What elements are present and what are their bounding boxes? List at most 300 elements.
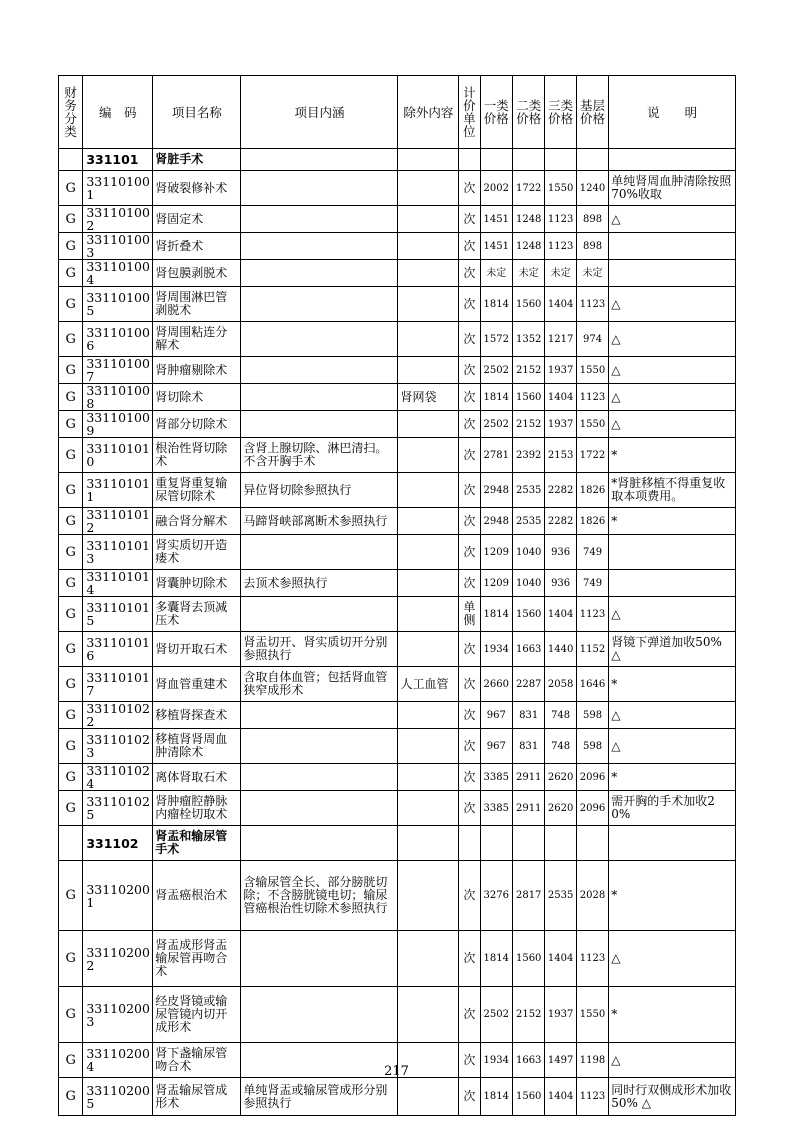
cell-unit: 次 xyxy=(459,1043,480,1078)
header-price-2: 二类价格 xyxy=(512,76,544,149)
cell-category: G xyxy=(59,987,83,1043)
cell-code: 331101014 xyxy=(83,570,153,597)
table-row xyxy=(59,535,736,570)
cell-price-1: 1572 xyxy=(480,322,512,357)
cell-item-name: 肾实质切开造瘘术 xyxy=(153,535,241,570)
table-row xyxy=(59,570,736,597)
cell-unit: 单侧 xyxy=(459,597,480,632)
table-row xyxy=(59,260,736,287)
cell-code: 331102002 xyxy=(83,931,153,987)
cell-exclusions xyxy=(398,1078,459,1116)
cell-notes: △ xyxy=(609,322,736,357)
cell-notes xyxy=(609,233,736,260)
cell-price-1: 1451 xyxy=(480,233,512,260)
cell-notes: * xyxy=(609,987,736,1043)
cell-price-4: 2096 xyxy=(576,764,608,791)
cell-price-2: 1663 xyxy=(512,632,544,667)
table-row xyxy=(59,1078,736,1116)
cell-price-2: 2535 xyxy=(512,508,544,535)
table-row xyxy=(59,931,736,987)
cell-code: 331101 xyxy=(83,149,153,171)
cell-price-2: 831 xyxy=(512,702,544,729)
cell-item-content xyxy=(241,987,398,1043)
cell-price-3: 1404 xyxy=(545,931,576,987)
cell-price-3: 2153 xyxy=(545,438,576,473)
cell-code: 331101025 xyxy=(83,791,153,826)
cell-category: G xyxy=(59,535,83,570)
cell-item-name: 肾盂输尿管成形术 xyxy=(153,1078,241,1116)
cell-notes: 肾镜下弹道加收50% △ xyxy=(609,632,736,667)
cell-price-1: 1934 xyxy=(480,1043,512,1078)
cell-notes: *肾脏移植不得重复收取本项费用。 xyxy=(609,473,736,508)
cell-price-2: 未定 xyxy=(512,260,544,287)
cell-price-2: 2535 xyxy=(512,473,544,508)
cell-notes: * xyxy=(609,438,736,473)
cell-price-1: 1814 xyxy=(480,384,512,411)
cell-unit: 次 xyxy=(459,473,480,508)
cell-code: 331101024 xyxy=(83,764,153,791)
cell-item-name: 移植肾肾周血肿清除术 xyxy=(153,729,241,764)
cell-price-4: 598 xyxy=(576,729,608,764)
cell-notes: 需开胸的手术加收20% xyxy=(609,791,736,826)
table-row xyxy=(59,287,736,322)
cell-price-3: 1937 xyxy=(545,357,576,384)
cell-code: 331102005 xyxy=(83,1078,153,1116)
cell-price-4: 1550 xyxy=(576,987,608,1043)
cell-exclusions xyxy=(398,411,459,438)
cell-price-2: 2287 xyxy=(512,667,544,702)
cell-price-1: 未定 xyxy=(480,260,512,287)
price-table xyxy=(58,75,736,1116)
cell-price-1: 2948 xyxy=(480,508,512,535)
table-row xyxy=(59,206,736,233)
cell-item-name: 肾折叠术 xyxy=(153,233,241,260)
cell-item-content: 去顶术参照执行 xyxy=(241,570,398,597)
cell-item-content xyxy=(241,729,398,764)
cell-unit: 次 xyxy=(459,260,480,287)
cell-price-3: 2620 xyxy=(545,764,576,791)
cell-empty xyxy=(609,826,736,861)
cell-price-4: 749 xyxy=(576,535,608,570)
cell-exclusions xyxy=(398,171,459,206)
cell-price-3: 1404 xyxy=(545,384,576,411)
cell-exclusions: 肾网袋 xyxy=(398,384,459,411)
cell-price-2: 2911 xyxy=(512,791,544,826)
cell-item-content: 马蹄肾峡部离断术参照执行 xyxy=(241,508,398,535)
cell-price-4: 2096 xyxy=(576,791,608,826)
cell-notes: △ xyxy=(609,384,736,411)
cell-price-2: 2152 xyxy=(512,987,544,1043)
cell-unit: 次 xyxy=(459,171,480,206)
cell-price-3: 748 xyxy=(545,702,576,729)
cell-item-name: 肾固定术 xyxy=(153,206,241,233)
cell-price-1: 1814 xyxy=(480,931,512,987)
cell-price-1: 2502 xyxy=(480,411,512,438)
cell-price-2: 2911 xyxy=(512,764,544,791)
cell-item-name: 融合肾分解术 xyxy=(153,508,241,535)
cell-empty xyxy=(545,826,576,861)
cell-exclusions xyxy=(398,632,459,667)
cell-item-name: 肾囊肿切除术 xyxy=(153,570,241,597)
cell-unit: 次 xyxy=(459,233,480,260)
cell-price-3: 748 xyxy=(545,729,576,764)
cell-item-content xyxy=(241,322,398,357)
cell-item-name: 肾包膜剥脱术 xyxy=(153,260,241,287)
cell-category: G xyxy=(59,508,83,535)
cell-category: G xyxy=(59,931,83,987)
cell-price-1: 967 xyxy=(480,702,512,729)
cell-category: G xyxy=(59,233,83,260)
cell-price-2: 1040 xyxy=(512,570,544,597)
cell-price-1: 3385 xyxy=(480,764,512,791)
cell-notes: 单纯肾周血肿清除按照70%收取 xyxy=(609,171,736,206)
cell-price-4: 未定 xyxy=(576,260,608,287)
cell-unit: 次 xyxy=(459,729,480,764)
cell-item-content xyxy=(241,287,398,322)
cell-price-2: 1248 xyxy=(512,206,544,233)
cell-item-content xyxy=(241,535,398,570)
cell-exclusions xyxy=(398,535,459,570)
cell-price-4: 1826 xyxy=(576,473,608,508)
cell-code: 331102001 xyxy=(83,861,153,931)
table-row xyxy=(59,987,736,1043)
cell-item-name: 肾肿瘤腔静脉内瘤栓切取术 xyxy=(153,791,241,826)
cell-empty xyxy=(241,826,398,861)
cell-price-4: 1123 xyxy=(576,1078,608,1116)
cell-unit: 次 xyxy=(459,570,480,597)
cell-item-name: 经皮肾镜或输尿管镜内切开成形术 xyxy=(153,987,241,1043)
cell-unit: 次 xyxy=(459,411,480,438)
cell-category: G xyxy=(59,357,83,384)
cell-empty xyxy=(512,149,544,171)
cell-code: 331101008 xyxy=(83,384,153,411)
section-row xyxy=(59,826,736,861)
cell-code: 331102003 xyxy=(83,987,153,1043)
cell-category: G xyxy=(59,597,83,632)
cell-notes: * xyxy=(609,861,736,931)
cell-item-name: 肾肿瘤剔除术 xyxy=(153,357,241,384)
cell-category: G xyxy=(59,411,83,438)
cell-price-1: 3276 xyxy=(480,861,512,931)
cell-item-name: 肾下盏输尿管吻合术 xyxy=(153,1043,241,1078)
cell-price-1: 1814 xyxy=(480,1078,512,1116)
cell-item-content xyxy=(241,384,398,411)
header-code: 编 码 xyxy=(83,76,153,149)
cell-item-content: 异位肾切除参照执行 xyxy=(241,473,398,508)
cell-item-content: 含肾上腺切除、淋巴清扫。不含开胸手术 xyxy=(241,438,398,473)
table-row xyxy=(59,322,736,357)
cell-price-4: 1123 xyxy=(576,384,608,411)
cell-item-content xyxy=(241,171,398,206)
cell-item-name: 肾周围淋巴管剥脱术 xyxy=(153,287,241,322)
cell-empty xyxy=(459,826,480,861)
header-exclusions: 除外内容 xyxy=(398,76,459,149)
table-body xyxy=(59,149,736,1116)
cell-price-2: 1560 xyxy=(512,384,544,411)
cell-exclusions xyxy=(398,357,459,384)
cell-exclusions xyxy=(398,931,459,987)
cell-unit: 次 xyxy=(459,535,480,570)
cell-item-content: 肾盂切开、肾实质切开分别参照执行 xyxy=(241,632,398,667)
table-row xyxy=(59,473,736,508)
cell-exclusions xyxy=(398,702,459,729)
cell-notes: △ xyxy=(609,1043,736,1078)
cell-price-1: 1814 xyxy=(480,287,512,322)
table-row xyxy=(59,791,736,826)
cell-category: G xyxy=(59,1043,83,1078)
cell-code: 331101005 xyxy=(83,287,153,322)
table-row xyxy=(59,764,736,791)
cell-unit: 次 xyxy=(459,322,480,357)
cell-category xyxy=(59,826,83,861)
cell-price-4: 1152 xyxy=(576,632,608,667)
page-number: 217 xyxy=(384,1064,409,1079)
cell-category: G xyxy=(59,260,83,287)
cell-price-1: 2502 xyxy=(480,357,512,384)
table-row xyxy=(59,438,736,473)
cell-price-3: 1497 xyxy=(545,1043,576,1078)
cell-item-name: 多囊肾去顶减压术 xyxy=(153,597,241,632)
header-notes: 说 明 xyxy=(609,76,736,149)
cell-unit: 次 xyxy=(459,931,480,987)
cell-notes: * xyxy=(609,508,736,535)
cell-item-name: 肾脏手术 xyxy=(153,149,241,171)
cell-exclusions: 人工血管 xyxy=(398,667,459,702)
cell-item-name: 肾破裂修补术 xyxy=(153,171,241,206)
table-row xyxy=(59,233,736,260)
cell-price-3: 1440 xyxy=(545,632,576,667)
cell-unit: 次 xyxy=(459,861,480,931)
cell-empty xyxy=(609,149,736,171)
cell-price-2: 2152 xyxy=(512,357,544,384)
cell-exclusions xyxy=(398,764,459,791)
cell-notes xyxy=(609,260,736,287)
cell-price-3: 1404 xyxy=(545,287,576,322)
cell-empty xyxy=(512,826,544,861)
cell-price-4: 1240 xyxy=(576,171,608,206)
table-row xyxy=(59,632,736,667)
cell-price-2: 1040 xyxy=(512,535,544,570)
cell-item-name: 肾切开取石术 xyxy=(153,632,241,667)
cell-code: 331101006 xyxy=(83,322,153,357)
cell-category: G xyxy=(59,384,83,411)
cell-price-3: 1550 xyxy=(545,171,576,206)
cell-price-4: 1123 xyxy=(576,597,608,632)
cell-code: 331101022 xyxy=(83,702,153,729)
cell-code: 331101010 xyxy=(83,438,153,473)
cell-notes: △ xyxy=(609,411,736,438)
cell-category: G xyxy=(59,570,83,597)
cell-price-4: 749 xyxy=(576,570,608,597)
table-row xyxy=(59,508,736,535)
header-price-1: 一类价格 xyxy=(480,76,512,149)
cell-code: 331101009 xyxy=(83,411,153,438)
cell-exclusions xyxy=(398,473,459,508)
cell-notes: * xyxy=(609,764,736,791)
cell-item-content xyxy=(241,260,398,287)
cell-category: G xyxy=(59,729,83,764)
cell-code: 331101023 xyxy=(83,729,153,764)
cell-price-1: 1451 xyxy=(480,206,512,233)
cell-item-content xyxy=(241,764,398,791)
cell-unit: 次 xyxy=(459,357,480,384)
cell-unit: 次 xyxy=(459,287,480,322)
cell-notes: △ xyxy=(609,357,736,384)
header-price-4: 基层价格 xyxy=(576,76,608,149)
cell-price-2: 1248 xyxy=(512,233,544,260)
section-row xyxy=(59,149,736,171)
cell-item-name: 肾切除术 xyxy=(153,384,241,411)
cell-notes xyxy=(609,570,736,597)
cell-unit: 次 xyxy=(459,987,480,1043)
cell-price-4: 1198 xyxy=(576,1043,608,1078)
header-unit: 计价单位 xyxy=(459,76,480,149)
cell-item-name: 根治性肾切除术 xyxy=(153,438,241,473)
cell-unit: 次 xyxy=(459,438,480,473)
cell-price-3: 1123 xyxy=(545,233,576,260)
cell-category: G xyxy=(59,764,83,791)
cell-price-1: 1209 xyxy=(480,535,512,570)
cell-price-4: 598 xyxy=(576,702,608,729)
table-row xyxy=(59,597,736,632)
cell-category: G xyxy=(59,206,83,233)
cell-price-1: 2502 xyxy=(480,987,512,1043)
cell-item-name: 离体肾取石术 xyxy=(153,764,241,791)
cell-price-1: 1209 xyxy=(480,570,512,597)
cell-empty xyxy=(545,149,576,171)
cell-price-3: 936 xyxy=(545,535,576,570)
cell-price-3: 2620 xyxy=(545,791,576,826)
cell-price-4: 1123 xyxy=(576,287,608,322)
cell-price-2: 2392 xyxy=(512,438,544,473)
cell-code: 331101002 xyxy=(83,206,153,233)
cell-item-content xyxy=(241,411,398,438)
cell-exclusions xyxy=(398,233,459,260)
cell-category: G xyxy=(59,322,83,357)
table-row xyxy=(59,729,736,764)
cell-price-3: 2282 xyxy=(545,508,576,535)
table-row xyxy=(59,384,736,411)
cell-price-4: 1722 xyxy=(576,438,608,473)
cell-item-name: 肾盂和输尿管手术 xyxy=(153,826,241,861)
cell-exclusions xyxy=(398,570,459,597)
cell-category: G xyxy=(59,1078,83,1116)
cell-code: 331102 xyxy=(83,826,153,861)
cell-price-2: 2817 xyxy=(512,861,544,931)
cell-category: G xyxy=(59,287,83,322)
cell-price-2: 2152 xyxy=(512,411,544,438)
table-row xyxy=(59,357,736,384)
cell-notes: △ xyxy=(609,931,736,987)
cell-item-content: 含取自体血管；包括肾血管狭窄成形术 xyxy=(241,667,398,702)
cell-exclusions xyxy=(398,987,459,1043)
cell-price-2: 1560 xyxy=(512,597,544,632)
cell-price-4: 898 xyxy=(576,206,608,233)
cell-code: 331102004 xyxy=(83,1043,153,1078)
cell-category: G xyxy=(59,791,83,826)
cell-item-name: 重复肾重复输尿管切除术 xyxy=(153,473,241,508)
cell-item-name: 肾部分切除术 xyxy=(153,411,241,438)
cell-price-1: 2660 xyxy=(480,667,512,702)
cell-price-3: 1123 xyxy=(545,206,576,233)
cell-category: G xyxy=(59,473,83,508)
cell-price-1: 2948 xyxy=(480,473,512,508)
cell-item-content: 单纯肾盂或输尿管成形分别参照执行 xyxy=(241,1078,398,1116)
cell-price-4: 1646 xyxy=(576,667,608,702)
cell-exclusions xyxy=(398,508,459,535)
cell-price-3: 1404 xyxy=(545,597,576,632)
cell-price-2: 1560 xyxy=(512,287,544,322)
cell-price-3: 2282 xyxy=(545,473,576,508)
cell-unit: 次 xyxy=(459,508,480,535)
cell-price-4: 898 xyxy=(576,233,608,260)
cell-exclusions xyxy=(398,597,459,632)
cell-unit: 次 xyxy=(459,702,480,729)
cell-price-2: 1722 xyxy=(512,171,544,206)
cell-price-1: 2781 xyxy=(480,438,512,473)
cell-exclusions xyxy=(398,322,459,357)
cell-item-content xyxy=(241,357,398,384)
cell-unit: 次 xyxy=(459,764,480,791)
cell-exclusions xyxy=(398,729,459,764)
cell-code: 331101003 xyxy=(83,233,153,260)
cell-price-1: 1934 xyxy=(480,632,512,667)
cell-notes: △ xyxy=(609,597,736,632)
cell-price-4: 1826 xyxy=(576,508,608,535)
cell-price-4: 2028 xyxy=(576,861,608,931)
cell-item-content xyxy=(241,702,398,729)
cell-code: 331101007 xyxy=(83,357,153,384)
header-price-3: 三类价格 xyxy=(545,76,576,149)
cell-price-4: 1550 xyxy=(576,357,608,384)
table-row xyxy=(59,411,736,438)
header-item-name: 项目名称 xyxy=(153,76,241,149)
cell-price-4: 1123 xyxy=(576,931,608,987)
cell-price-2: 1560 xyxy=(512,1078,544,1116)
cell-price-3: 1937 xyxy=(545,987,576,1043)
cell-exclusions xyxy=(398,287,459,322)
cell-price-2: 1560 xyxy=(512,931,544,987)
cell-empty xyxy=(398,149,459,171)
cell-notes: △ xyxy=(609,702,736,729)
cell-empty xyxy=(459,149,480,171)
cell-price-2: 1663 xyxy=(512,1043,544,1078)
cell-price-3: 未定 xyxy=(545,260,576,287)
cell-exclusions xyxy=(398,206,459,233)
cell-item-content xyxy=(241,791,398,826)
cell-item-name: 移植肾探查术 xyxy=(153,702,241,729)
header-category: 财务分类 xyxy=(59,76,83,149)
cell-price-2: 831 xyxy=(512,729,544,764)
cell-empty xyxy=(576,149,608,171)
cell-empty xyxy=(241,149,398,171)
table-row xyxy=(59,667,736,702)
cell-code: 331101013 xyxy=(83,535,153,570)
cell-item-content xyxy=(241,597,398,632)
cell-price-1: 3385 xyxy=(480,791,512,826)
header-row xyxy=(59,76,736,149)
cell-code: 331101017 xyxy=(83,667,153,702)
cell-item-content xyxy=(241,233,398,260)
cell-category: G xyxy=(59,702,83,729)
table-row xyxy=(59,702,736,729)
cell-price-1: 2002 xyxy=(480,171,512,206)
cell-item-name: 肾周围粘连分解术 xyxy=(153,322,241,357)
table-row xyxy=(59,861,736,931)
cell-notes xyxy=(609,535,736,570)
cell-notes: △ xyxy=(609,729,736,764)
cell-notes: △ xyxy=(609,287,736,322)
